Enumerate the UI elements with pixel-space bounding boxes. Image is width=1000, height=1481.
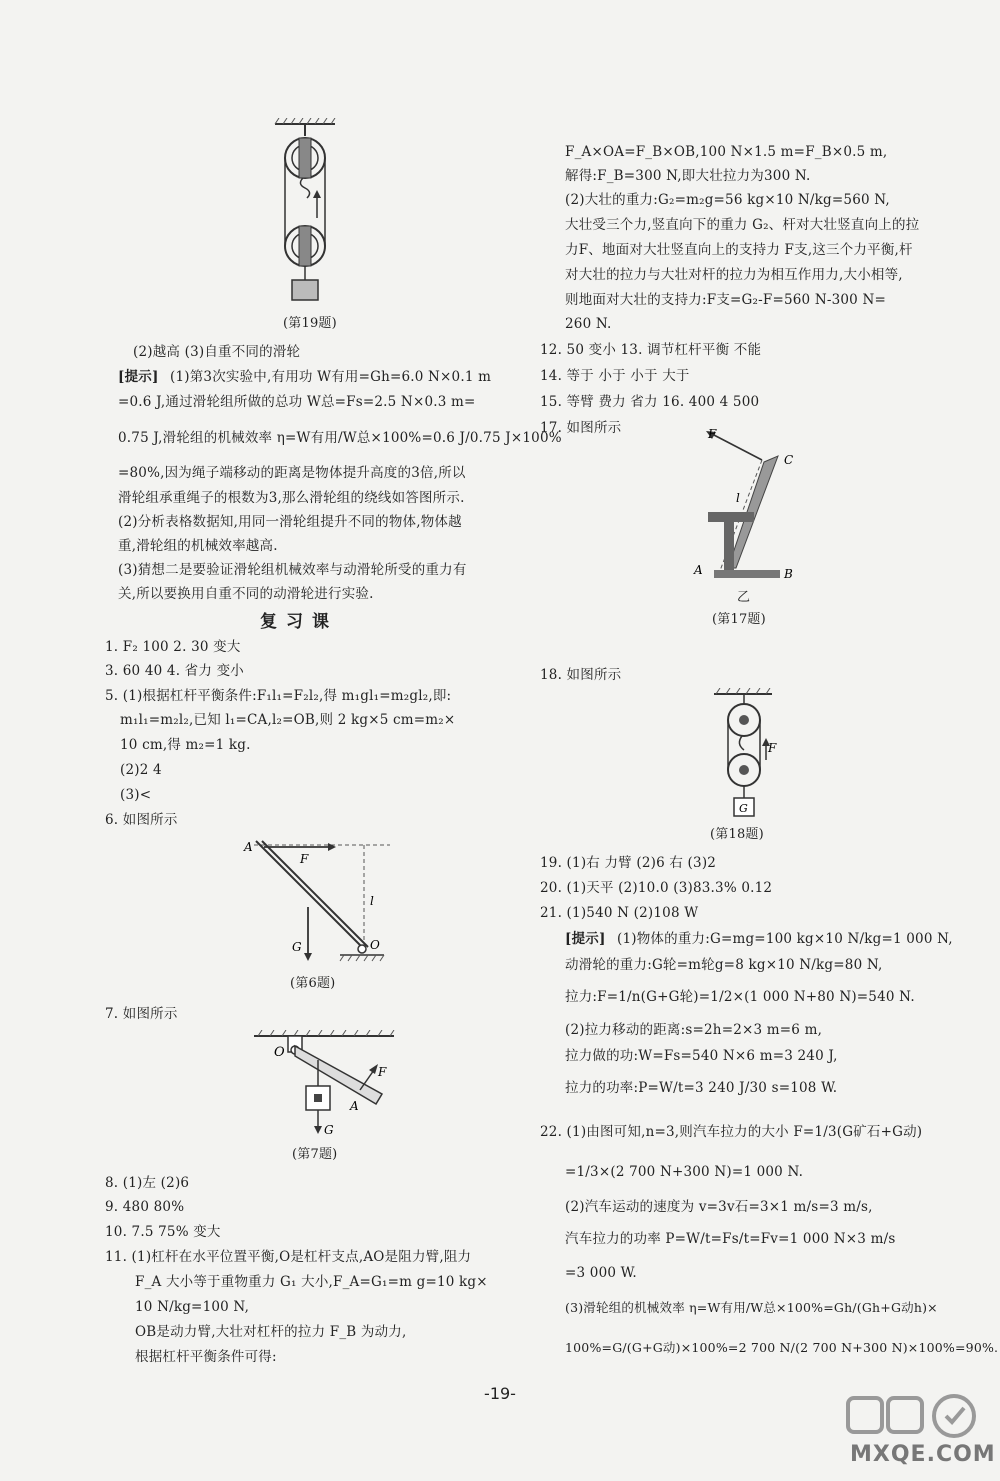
- solution-line: (2)汽车运动的速度为 v=3v石=3×1 m/s=3 m/s,: [565, 1199, 873, 1215]
- solution-line: =3 000 W.: [565, 1265, 637, 1281]
- solution-line: 拉力的功率:P=W/t=3 240 J/30 s=108 W.: [565, 1080, 838, 1096]
- answer-line: 1. F₂ 100 2. 30 变大: [105, 639, 241, 655]
- hint-line: =0.6 J,通过滑轮组所做的总功 W总=Fs=2.5 N×0.3 m=: [118, 394, 476, 410]
- hint-line: =80%,因为绳子端移动的距离是物体提升高度的3倍,所以: [118, 465, 466, 481]
- answer-line: 8. (1)左 (2)6: [105, 1175, 190, 1191]
- figure-7-label-g: G: [324, 1123, 334, 1137]
- solution-line: 解得:F_B=300 N,即大壮拉力为300 N.: [565, 168, 811, 184]
- right-column: [540, 0, 1000, 1400]
- solution-line: 则地面对大壮的支持力:F支=G₂-F=560 N-300 N=: [565, 292, 886, 308]
- figure-6-label-a: A: [244, 840, 253, 854]
- answer-line: 根据杠杆平衡条件可得:: [135, 1349, 277, 1365]
- figure-7-caption: (第7题): [292, 1147, 338, 1162]
- left-column: [100, 0, 560, 1400]
- answer-line: 10 N/kg=100 N,: [135, 1299, 250, 1315]
- solution-line: 汽车拉力的功率 P=W/t=Fs/t=Fv=1 000 N×3 m/s: [565, 1231, 896, 1247]
- answer-line: F_A 大小等于重物重力 G₁ 大小,F_A=G₁=m g=10 kg×: [135, 1274, 488, 1290]
- answer-line: 21. (1)540 N (2)108 W: [540, 905, 699, 921]
- figure-17-sub-label: 乙: [737, 590, 751, 605]
- watermark: [842, 1390, 996, 1476]
- answer-line: 10 cm,得 m₂=1 kg.: [120, 737, 251, 753]
- hint-line: 滑轮组承重绳子的根数为3,那么滑轮组的绕线如答图所示.: [118, 490, 465, 506]
- hint-label: [提示]: [118, 369, 159, 385]
- answer-line: m₁l₁=m₂l₂,已知 l₁=CA,l₂=OB,则 2 kg×5 cm=m₂×: [120, 712, 456, 728]
- figure-6-label-f: F: [300, 852, 309, 866]
- figure-6-label-g: G: [292, 940, 302, 954]
- hint-line: 关,所以要换用自重不同的动滑轮进行实验.: [118, 586, 374, 602]
- hint-line: (1)第3次实验中,有用功 W有用=Gh=6.0 N×0.1 m: [170, 369, 492, 385]
- figure-6-label-o: O: [370, 938, 380, 952]
- solution-line: 对大壮的拉力与大壮对杆的拉力为相互作用力,大小相等,: [565, 267, 903, 283]
- solution-line: 大壮受三个力,竖直向下的重力 G₂、杆对大壮竖直向上的拉: [565, 217, 920, 233]
- figure-18-label-f: F: [768, 741, 777, 755]
- figure-17-label-b: B: [784, 567, 793, 581]
- answer-line: 15. 等臂 费力 省力 16. 400 4 500: [540, 394, 760, 410]
- answer-line: 6. 如图所示: [105, 812, 178, 828]
- figure-17-label-c: C: [784, 453, 794, 467]
- solution-line: 260 N.: [565, 316, 612, 332]
- answer-line: 19. (1)右 力臂 (2)6 右 (3)2: [540, 855, 717, 871]
- figure-17-label-f: F: [708, 427, 717, 441]
- answer-line: 11. (1)杠杆在水平位置平衡,O是杠杆支点,AO是阻力臂,阻力: [105, 1249, 472, 1265]
- q18-label: 18. 如图所示: [540, 667, 622, 683]
- figure-6-caption: (第6题): [290, 976, 336, 991]
- figure-18-label-g: G: [739, 802, 748, 815]
- figure-17-lever-diagram: [688, 420, 818, 590]
- hint-line: (2)分析表格数据知,用同一滑轮组提升不同的物体,物体越: [118, 514, 462, 530]
- figure-6-label-l: l: [370, 894, 374, 908]
- figure-17-caption: (第17题): [712, 612, 766, 627]
- answer-line: 9. 480 80%: [105, 1199, 185, 1215]
- solution-line: 力F、地面对大壮竖直向上的支持力 F支,这三个力平衡,杆: [565, 242, 913, 258]
- figure-18-pulley-diagram: [710, 688, 780, 820]
- figure-18-caption: (第18题): [710, 827, 764, 842]
- answer-line: 10. 7.5 75% 变大: [105, 1224, 221, 1240]
- figure-7-lever-diagram: [250, 1030, 400, 1140]
- q7-label: 7. 如图所示: [105, 1006, 178, 1022]
- figure-17-label-l: l: [736, 491, 740, 505]
- hint-line: 重,滑轮组的机械效率越高.: [118, 538, 278, 554]
- solution-line: 100%=G/(G+G动)×100%=2 700 N/(2 700 N+300 N)×100%=90%.: [565, 1340, 999, 1355]
- hint-label: [提示]: [565, 931, 606, 947]
- figure-19-pulley-diagram: [265, 118, 345, 308]
- answer-line: OB是动力臂,大壮对杠杆的拉力 F_B 为动力,: [135, 1324, 407, 1340]
- answer-line: (2)2 4: [120, 762, 162, 778]
- answer-line: 5. (1)根据杠杆平衡条件:F₁l₁=F₂l₂,得 m₁gl₁=m₂gl₂,即:: [105, 688, 452, 704]
- watermark-logo-icon: [842, 1390, 992, 1444]
- section-title: 复习课: [260, 612, 338, 632]
- figure-17-label-a: A: [694, 563, 703, 577]
- figure-7-label-o: O: [274, 1045, 285, 1060]
- answer-line: 20. (1)天平 (2)10.0 (3)83.3% 0.12: [540, 880, 773, 896]
- hint-line: (3)猜想二是要验证滑轮组机械效率与动滑轮所受的重力有: [118, 562, 467, 578]
- solution-line: =1/3×(2 700 N+300 N)=1 000 N.: [565, 1164, 804, 1180]
- figure-7-label-a: A: [350, 1099, 359, 1113]
- q19-answer: (2)越高 (3)自重不同的滑轮: [133, 344, 301, 360]
- solution-line: 拉力:F=1/n(G+G轮)=1/2×(1 000 N+80 N)=540 N.: [565, 989, 915, 1005]
- watermark-site: MXQE.COM: [850, 1442, 996, 1467]
- solution-line: 动滑轮的重力:G轮=m轮g=8 kg×10 N/kg=80 N,: [565, 957, 883, 973]
- answer-line: 12. 50 变小 13. 调节杠杆平衡 不能: [540, 342, 762, 358]
- hint-line: 0.75 J,滑轮组的机械效率 η=W有用/W总×100%=0.6 J/0.75 J×100%: [118, 430, 562, 446]
- figure-19-caption: (第19题): [283, 316, 337, 331]
- solution-line: 拉力做的功:W=Fs=540 N×6 m=3 240 J,: [565, 1048, 838, 1064]
- figure-6-lever-diagram: [240, 835, 400, 970]
- solution-line: (1)物体的重力:G=mg=100 kg×10 N/kg=1 000 N,: [617, 931, 953, 947]
- solution-line: (2)大壮的重力:G₂=m₂g=56 kg×10 N/kg=560 N,: [565, 192, 890, 208]
- solution-line: (3)滑轮组的机械效率 η=W有用/W总×100%=Gh/(Gh+G动h)×: [565, 1300, 938, 1315]
- solution-line: (2)拉力移动的距离:s=2h=2×3 m=6 m,: [565, 1022, 823, 1038]
- solution-line: F_A×OA=F_B×OB,100 N×1.5 m=F_B×0.5 m,: [565, 144, 888, 160]
- answer-line: 17. 如图所示: [540, 420, 622, 436]
- answer-line: 14. 等于 小于 小于 大于: [540, 368, 690, 384]
- page-number: -19-: [484, 1384, 516, 1403]
- solution-line: 22. (1)由图可知,n=3,则汽车拉力的大小 F=1/3(G矿石+G动): [540, 1124, 923, 1140]
- answer-line: 3. 60 40 4. 省力 变小: [105, 663, 244, 679]
- figure-7-label-f: F: [378, 1065, 387, 1079]
- answer-line: (3)<: [120, 787, 152, 803]
